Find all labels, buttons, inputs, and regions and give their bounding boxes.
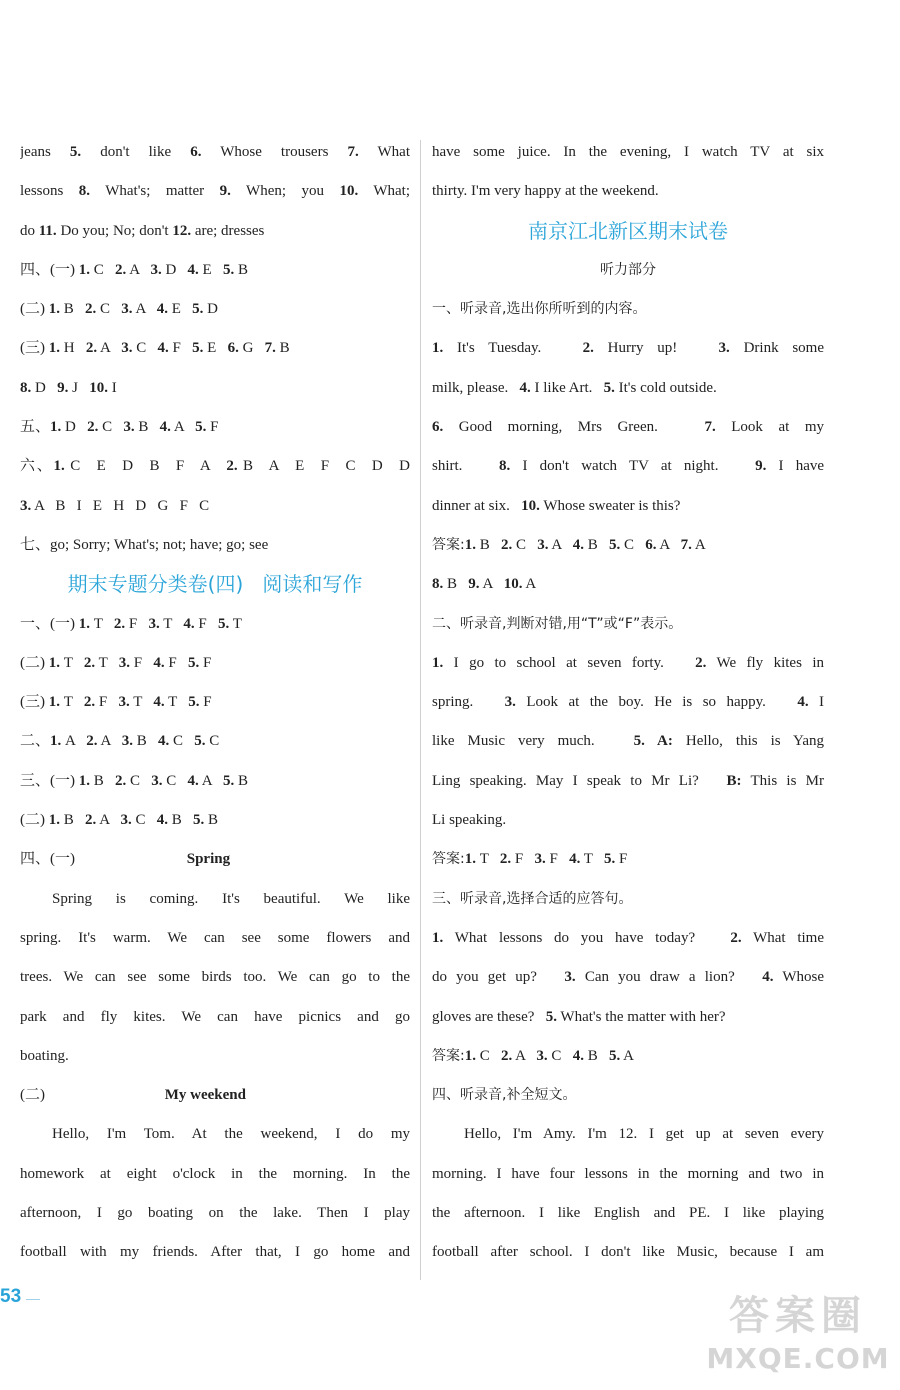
text-line: do 11. Do you; No; don't 12. are; dresses (20, 222, 265, 239)
text-line: milk, please. 4. I like Art. 5. It's cold outside. (432, 379, 717, 396)
watermark-logo (698, 1290, 898, 1390)
text-line: morning. I have four lessons in the morning and two in (432, 1165, 824, 1182)
text-line: lessons 8. What's; matter 9. When; you 10. What; (20, 183, 410, 200)
text-line: 答案:1. C 2. A 3. C 4. B 5. A (432, 1047, 634, 1064)
right-column (432, 133, 824, 1273)
text-line: 二、1. A 2. A 3. B 4. C 5. C (20, 733, 220, 750)
text-line: 1. I go to school at seven forty. 2. We fly kites in (432, 654, 824, 671)
text-line: 七、go; Sorry; What's; not; have; go; see (20, 536, 269, 553)
text-line: football after school. I don't like Music, because I am (432, 1244, 824, 1261)
text-line: afternoon, I go boating on the lake. Then I play (20, 1205, 410, 1222)
text-line: 8. B 9. A 10. A (432, 576, 537, 593)
text-line: Hello, I'm Tom. At the weekend, I do my (52, 1126, 410, 1143)
text-line: 五、1. D 2. C 3. B 4. A 5. F (20, 419, 219, 436)
page-number-rule (26, 1299, 40, 1300)
text-line: (三) 1. H 2. A 3. C 4. F 5. E 6. G 7. B (20, 340, 290, 357)
text-line: 1. What lessons do you have today? 2. What time (432, 929, 824, 946)
section-heading: 南京江北新区期末试卷 (528, 218, 728, 243)
watermark-cn: 答案圈 (729, 1293, 867, 1339)
column-divider (420, 140, 421, 1280)
text-line: (三) 1. T 2. F 3. T 4. T 5. F (20, 694, 212, 711)
text-line: 答案:1. T 2. F 3. F 4. T 5. F (432, 851, 628, 868)
text-line: gloves are these? 5. What's the matter with her? (432, 1008, 726, 1025)
text-line: Li speaking. (432, 812, 507, 829)
text-line: 3. A B I E H D G F C (20, 497, 210, 514)
text-line: football with my friends. After that, I go home and (20, 1244, 410, 1261)
text-line: trees. We can see some birds too. We can go to the (20, 969, 410, 986)
text-line: boating. (20, 1047, 69, 1064)
text-line: spring. 3. Look at the boy. He is so happy. 4. I (432, 694, 824, 711)
text-line: have some juice. In the evening, I watch TV at six (432, 144, 824, 160)
text-line: (二) My weekend (20, 1087, 246, 1104)
text-line: do you get up? 3. Can you draw a lion? 4. Whose (432, 969, 824, 986)
text-line: Ling speaking. May I speak to Mr Li? B: This is Mr (432, 772, 824, 789)
text-line: like Music very much. 5. A: Hello, this is Yang (432, 733, 824, 750)
text-line: 一、(一) 1. T 2. F 3. T 4. F 5. T (20, 615, 242, 632)
text-line: 三、听录音,选择合适的应答句。 (432, 890, 633, 907)
text-line: Spring is coming. It's beautiful. We like (52, 890, 410, 907)
text-line: (二) 1. B 2. C 3. A 4. E 5. D (20, 301, 218, 318)
text-line: 二、听录音,判断对错,用“T”或“F”表示。 (432, 615, 683, 632)
text-line: dinner at six. 10. Whose sweater is this? (432, 497, 681, 514)
text-line: thirty. I'm very happy at the weekend. (432, 183, 659, 200)
text-line: homework at eight o'clock in the morning. In the (20, 1165, 410, 1182)
text-line: 6. Good morning, Mrs Green. 7. Look at my (432, 419, 824, 436)
page-number: 53 (0, 1286, 22, 1307)
text-line: 答案:1. B 2. C 3. A 4. B 5. C 6. A 7. A (432, 536, 706, 553)
text-line: (二) 1. B 2. A 3. C 4. B 5. B (20, 812, 218, 829)
text-line: (二) 1. T 2. T 3. F 4. F 5. F (20, 654, 212, 671)
text-line: shirt. 8. I don't watch TV at night. 9. I have (432, 458, 824, 475)
text-line: the afternoon. I like English and PE. I like playing (432, 1205, 824, 1222)
text-line: Hello, I'm Amy. I'm 12. I get up at seven every (464, 1126, 824, 1143)
text-line: 一、听录音,选出你所听到的内容。 (432, 301, 647, 318)
text-line: park and fly kites. We can have picnics and go (20, 1008, 410, 1025)
left-column (20, 133, 410, 1273)
text-line: jeans 5. don't like 6. Whose trousers 7. What (20, 144, 410, 160)
text-line: 听力部分 (600, 261, 656, 278)
watermark-en: MXQE.COM (706, 1342, 890, 1375)
text-line: spring. It's warm. We can see some flowers and (20, 929, 410, 946)
text-line: 三、(一) 1. B 2. C 3. C 4. A 5. B (20, 772, 248, 789)
text-line: 四、(一) Spring (20, 851, 231, 868)
text-line: 四、听录音,补全短文。 (432, 1087, 577, 1104)
text-line: 六、1. C E D B F A 2. B A E F C D D (20, 458, 410, 475)
section-heading: 期末专题分类卷(四) 阅读和写作 (67, 572, 363, 597)
text-line: 1. It's Tuesday. 2. Hurry up! 3. Drink some (432, 340, 824, 357)
text-line: 8. D 9. J 10. I (20, 379, 117, 396)
text-line: 四、(一) 1. C 2. A 3. D 4. E 5. B (20, 261, 248, 278)
